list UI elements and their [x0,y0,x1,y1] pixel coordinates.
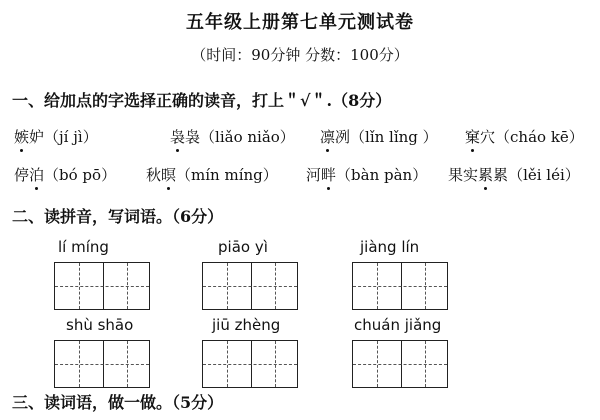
s1-word [14,128,44,146]
s1-item [465,126,584,147]
s1-options: （bàn pàn） [336,166,428,184]
s1-item [320,126,438,147]
writing-grid[interactable] [352,340,448,388]
dotted-char: 累 [478,166,494,184]
s1-item [14,164,116,185]
s1-options: （lǐn lǐng ） [350,128,438,146]
word-char: 秋 [146,166,162,184]
section1-heading: 一、给加点的字选择正确的读音，打上＂√＂.（8分） [12,91,392,110]
writing-grid[interactable] [202,262,298,310]
writing-grid[interactable] [202,340,298,388]
pinyin-label: piāo yì [218,238,268,256]
s1-item [306,164,427,185]
s1-options: （liǎo niǎo） [200,128,295,146]
word-char: 穴 [480,128,496,146]
s1-word [170,128,200,146]
word-char: 妒 [29,128,45,146]
dotted-char: 嫉 [14,128,30,146]
s1-options: （jí jì） [44,128,98,146]
s1-options: （cháo kē） [495,128,584,146]
s1-word [146,166,176,184]
s1-options: （mín míng） [176,166,278,184]
word-char: 河 [306,166,322,184]
s1-item [14,126,98,147]
word-char: 果 [448,166,464,184]
dotted-char: 畔 [321,166,337,184]
grid-guide [203,364,297,365]
grid-guide [55,364,149,365]
writing-grid[interactable] [54,340,150,388]
s1-word [448,166,508,184]
grid-guide [353,286,447,287]
dotted-char: 凛 [320,128,336,146]
s1-word [306,166,336,184]
s1-word [320,128,350,146]
s1-word [465,128,495,146]
word-char: 实 [463,166,479,184]
dotted-char: 窠 [465,128,481,146]
word-char: 冽 [335,128,351,146]
dotted-char: 泊 [29,166,45,184]
s1-options: （lěi léi） [508,166,580,184]
pinyin-label: jiū zhèng [212,316,281,334]
word-char: 累 [493,166,509,184]
word-char: 停 [14,166,30,184]
s1-word [14,166,44,184]
s1-options: （bó pō） [44,166,117,184]
writing-grid[interactable] [54,262,150,310]
page-subtitle: （时间：90分钟 分数：100分） [191,46,409,64]
grid-guide [203,286,297,287]
dotted-char: 暝 [161,166,177,184]
section2-heading: 二、读拼音，写词语。（6分） [12,207,224,226]
s1-item [170,126,295,147]
grid-guide [353,364,447,365]
dotted-char: 袅 [170,128,186,146]
section3-heading: 三、读词语，做一做。（5分） [12,393,224,412]
pinyin-label: jiàng lín [360,238,420,256]
pinyin-label: chuán jiǎng [354,316,442,334]
s1-item [146,164,278,185]
s1-item [448,164,580,185]
word-char: 袅 [185,128,201,146]
pinyin-label: shù shāo [66,316,134,334]
grid-guide [55,286,149,287]
pinyin-label: lí míng [58,238,109,256]
writing-grid[interactable] [352,262,448,310]
page-title: 五年级上册第七单元测试卷 [186,12,414,33]
